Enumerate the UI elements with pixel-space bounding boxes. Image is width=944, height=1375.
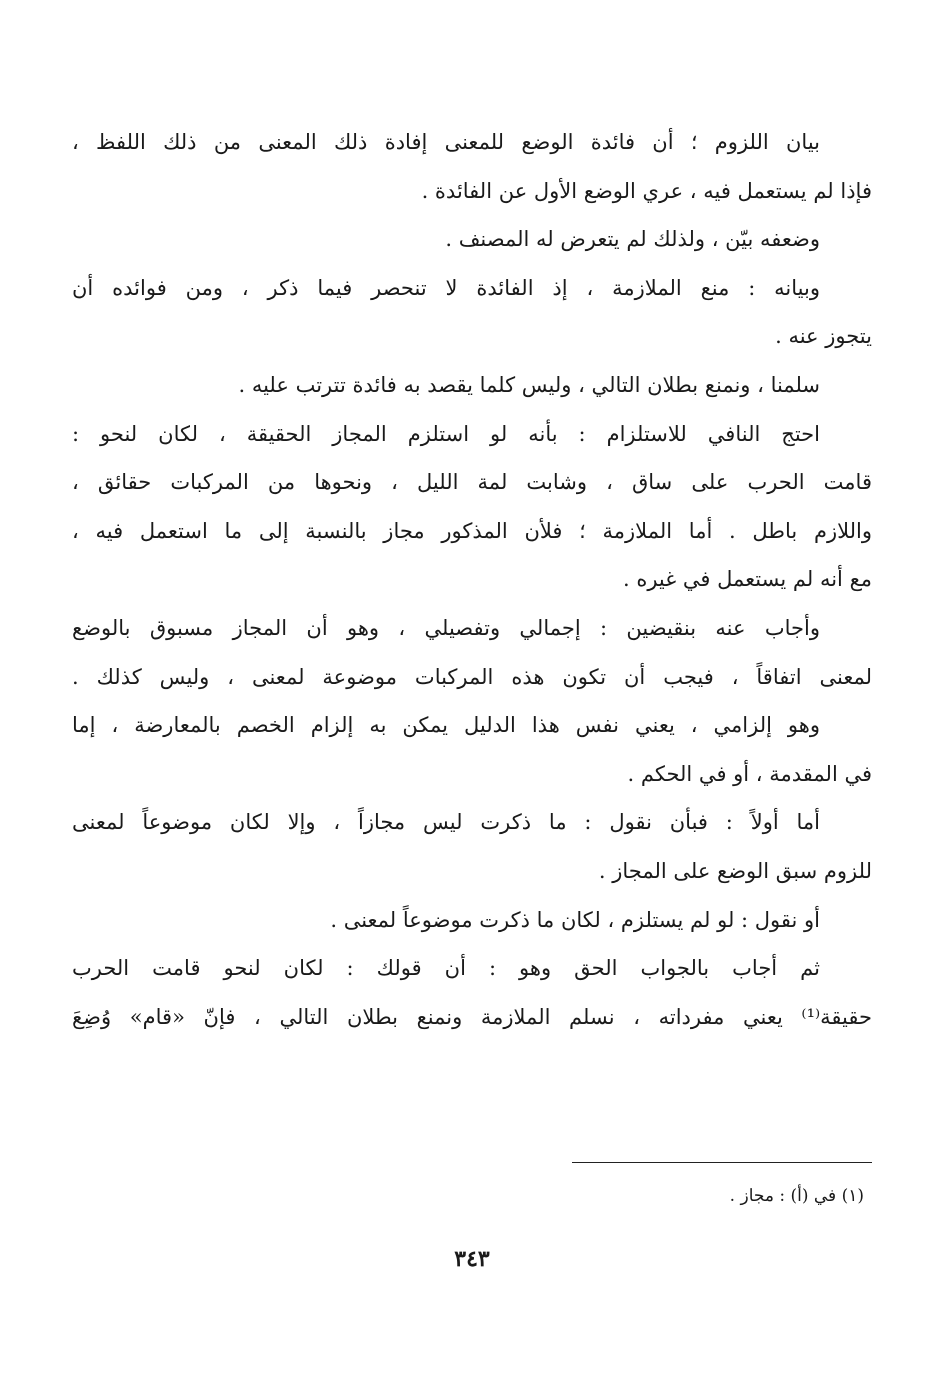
text-line-1: بيان اللزوم ؛ أن فائدة الوضع للمعنى إفادة ذلك المعنى من ذلك اللفظ ،: [72, 130, 820, 154]
text-line-14: في المقدمة ، أو في الحكم .: [627, 761, 872, 786]
text-line-3: وضعفه بيّن ، ولذلك لم يتعرض له المصنف .: [445, 227, 820, 252]
text-line-11: وأجاب عنه بنقيضين : إجمالي وتفصيلي ، وهو أن المجاز مسبوق بالوضع: [72, 615, 820, 640]
text-line-9: واللازم باطل . أما الملازمة ؛ فلأن المذكور مجاز بالنسبة إلى ما استعمل فيه ،: [72, 518, 872, 543]
footnote: (١) في (أ) : مجاز .: [729, 1186, 864, 1206]
text-line-4: وبيانه : منع الملازمة ، إذ الفائدة لا تنحصر فيما ذكر ، ومن فوائده أن: [72, 275, 820, 300]
text-line-2: فإذا لم يستعمل فيه ، عري الوضع الأول عن الفائدة .: [421, 178, 872, 203]
page-number: ٣٤٣: [454, 1246, 490, 1272]
text-line-12: لمعنى اتفاقاً ، فيجب أن تكون هذه المركبات موضوعة لمعنى ، وليس كذلك .: [72, 664, 872, 689]
text-line-6: سلمنا ، ونمنع بطلان التالي ، وليس كلما يقصد به فائدة تترتب عليه .: [238, 372, 820, 397]
text-line-8: قامت الحرب على ساق ، وشابت لمة الليل ، ونحوها من المركبات حقائق ،: [72, 470, 872, 495]
text-line-7: احتج النافي للاستلزام : بأنه لو استلزم المجاز الحقيقة ، لكان لنحو :: [72, 421, 820, 446]
text-line-10: مع أنه لم يستعمل في غيره .: [622, 567, 872, 592]
main-text: [72, 118, 872, 1041]
text-line-13: وهو إلزامي ، يعني نفس هذا الدليل يمكن به إلزام الخصم بالمعارضة ، إما: [72, 713, 820, 738]
footnote-divider: [572, 1162, 872, 1163]
text-line-15: أما أولاً : فبأن نقول : ما ذكرت ليس مجازاً ، وإلا لكان موضوعاً لمعنى: [72, 810, 820, 835]
text-line-5: يتجوز عنه .: [775, 324, 872, 349]
text-line-18: ثم أجاب بالجواب الحق وهو : أن قولك : لكان لنحو قامت الحرب: [72, 956, 820, 981]
text-line-19: حقيقة⁽¹⁾ يعني مفرداته ، نسلم الملازمة ونمنع بطلان التالي ، فإنّ «قام» وُضِعَ: [72, 1004, 872, 1029]
text-line-17: أو نقول : لو لم يستلزم ، لكان ما ذكرت موضوعاً لمعنى .: [330, 907, 820, 932]
text-line-16: للزوم سبق الوضع على المجاز .: [598, 858, 872, 883]
